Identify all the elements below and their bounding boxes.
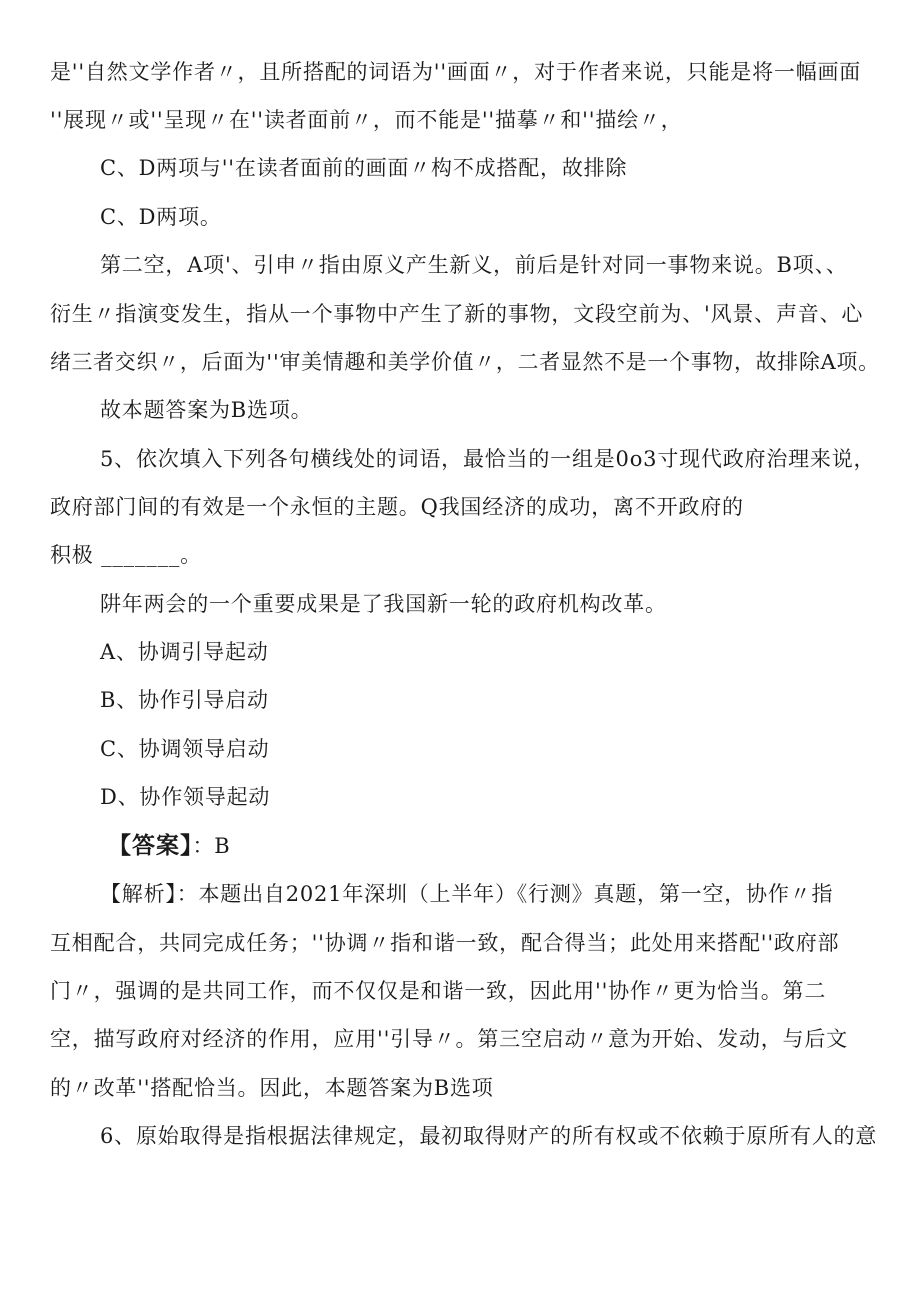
answer-line — [108, 832, 231, 860]
text-line: 是''自然文学作者〃，且所搭配的词语为''画面〃，对于作者来说，只能是将一幅画面 — [50, 60, 862, 84]
analysis-line: 【解析】：本题出自2021年深圳（上半年）《行测》真题，第一空，协作〃指 — [100, 882, 834, 906]
text-line: C、D两项与''在读者面前的画面〃构不成搭配，故排除 — [100, 156, 628, 180]
question-6-text: 6、原始取得是指根据法律规定，最初取得财产的所有权或不依赖于原所有人的意 — [100, 1124, 878, 1148]
text-line: 衍生〃指演变发生，指从一个事物中产生了新的事物，文段空前为、'风景、声音、心 — [50, 302, 864, 326]
text-line: 第二空，A项'、引申〃指由原义产生新义，前后是针对同一事物来说。B项、、 — [100, 253, 848, 277]
text-line: 阱年两会的一个重要成果是了我国新一轮的政府机构改革。 — [100, 592, 667, 616]
analysis-line: 空，描写政府对经济的作用，应用''引导〃。第三空启动〃意为开始、发动，与后文 — [50, 1027, 848, 1051]
text-line: 绪三者交织〃，后面为''审美情趣和美学价值〃，二者显然不是一个事物，故排除A项。 — [50, 350, 880, 374]
answer-value: ：B — [192, 834, 231, 858]
analysis-line: 门〃，强调的是共同工作，而不仅仅是和谐一致，因此用''协作〃更为恰当。第二 — [50, 979, 827, 1003]
text-line: ''展现〃或''呈现〃在''读者面前〃，而不能是''描摹〃和''描绘〃， — [50, 108, 683, 132]
option-a: A、协调引导起动 — [100, 640, 269, 664]
answer-label: 【答案】 — [108, 833, 193, 859]
question-5-text: 5、依次填入下列各句横线处的词语，最恰当的一组是0o3寸现代政府治理来说， — [100, 447, 876, 471]
text-line-blank: 积极 _______。 — [50, 543, 202, 567]
analysis-line: 互相配合，共同完成任务；''协调〃指和谐一致，配合得当；此处用来搭配''政府部 — [50, 931, 840, 955]
analysis-line: 的〃改革''搭配恰当。因此，本题答案为B选项 — [50, 1076, 494, 1100]
option-c: C、协调领导启动 — [100, 737, 270, 761]
option-b: B、协作引导启动 — [100, 688, 269, 712]
text-line: 政府部门间的有效是一个永恒的主题。Q我国经济的成功，离不开政府的 — [50, 495, 744, 519]
text-line: C、D两项。 — [100, 205, 222, 229]
text-line: 故本题答案为B选项。 — [100, 398, 313, 422]
option-d: D、协作领导起动 — [100, 785, 271, 809]
